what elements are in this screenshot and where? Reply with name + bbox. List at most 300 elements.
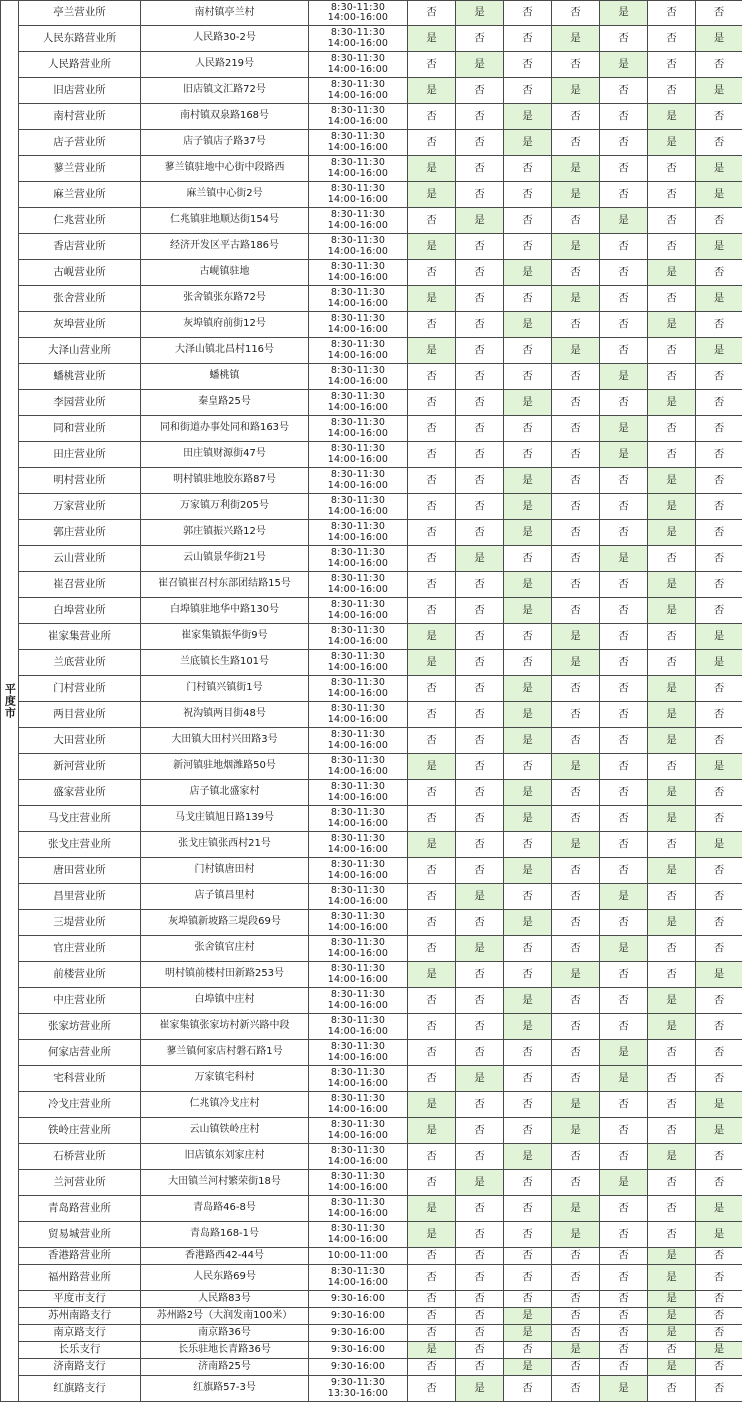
service-day-cell: 否 [600,1342,648,1359]
service-day-cell: 是 [408,1118,456,1144]
branch-address: 张戈庄镇张西村21号 [141,832,309,858]
hours-line: 14:00-16:00 [309,663,407,673]
branch-address: 祝沟镇两目街48号 [141,702,309,728]
service-day-cell: 是 [648,1144,696,1170]
service-day-cell: 否 [600,728,648,754]
service-day-cell: 否 [408,1066,456,1092]
service-day-cell: 否 [408,910,456,936]
table-row [1,806,742,832]
business-hours [309,858,408,884]
service-day-cell: 否 [408,598,456,624]
business-hours [309,416,408,442]
service-day-cell: 否 [504,182,552,208]
service-day-cell: 否 [408,1325,456,1342]
table-row [1,390,742,416]
service-day-cell: 否 [504,416,552,442]
branch-name: 昌里营业所 [19,884,141,910]
service-day-cell: 否 [600,702,648,728]
hours-line: 8:30-11:30 [309,366,407,376]
service-day-cell: 否 [696,702,742,728]
service-day-cell: 是 [552,754,600,780]
business-hours [309,1376,408,1402]
service-day-cell: 否 [696,260,742,286]
service-day-cell: 否 [408,130,456,156]
table-row [1,702,742,728]
service-day-cell: 否 [504,1265,552,1291]
service-day-cell: 是 [696,1196,742,1222]
service-day-cell: 是 [600,364,648,390]
branch-name: 南京路支行 [19,1325,141,1342]
service-day-cell: 否 [600,598,648,624]
service-day-cell: 否 [504,832,552,858]
service-day-cell: 否 [600,1291,648,1308]
service-day-cell: 否 [696,1014,742,1040]
service-day-cell: 否 [552,364,600,390]
branch-name: 唐田营业所 [19,858,141,884]
service-day-cell: 是 [648,1291,696,1308]
service-day-cell: 否 [600,338,648,364]
table-row [1,234,742,260]
service-day-cell: 否 [552,806,600,832]
business-hours [309,676,408,702]
hours-line: 14:00-16:00 [309,507,407,517]
business-hours [309,390,408,416]
service-day-cell: 是 [552,1092,600,1118]
service-day-cell: 是 [696,650,742,676]
service-day-cell: 否 [696,1,742,26]
service-day-cell: 否 [504,364,552,390]
branch-name: 云山营业所 [19,546,141,572]
business-hours [309,1092,408,1118]
service-day-cell: 否 [600,1265,648,1291]
service-day-cell: 否 [456,416,504,442]
service-day-cell: 否 [696,1040,742,1066]
business-hours [309,1,408,26]
table-row [1,208,742,234]
branch-name: 三堤营业所 [19,910,141,936]
table-row [1,78,742,104]
service-day-cell: 否 [600,1359,648,1376]
hours-line: 14:00-16:00 [309,1079,407,1089]
hours-line: 8:30-11:30 [309,418,407,428]
service-day-cell: 否 [648,234,696,260]
service-day-cell: 否 [696,676,742,702]
service-day-cell: 是 [552,286,600,312]
branch-name: 福州路营业所 [19,1265,141,1291]
table-row [1,130,742,156]
service-day-cell: 否 [456,728,504,754]
service-day-cell: 否 [408,52,456,78]
business-hours [309,910,408,936]
service-day-cell: 是 [648,806,696,832]
branch-name: 贸易城营业所 [19,1222,141,1248]
service-day-cell: 否 [408,728,456,754]
service-day-cell: 否 [456,1118,504,1144]
service-day-cell: 否 [552,858,600,884]
service-day-cell: 是 [552,78,600,104]
table-row [1,468,742,494]
business-hours [309,312,408,338]
service-day-cell: 否 [696,1325,742,1342]
service-day-cell: 是 [504,676,552,702]
service-day-cell: 是 [600,936,648,962]
service-day-cell: 是 [408,650,456,676]
branch-address: 云山镇铁岭庄村 [141,1118,309,1144]
service-day-cell: 否 [696,416,742,442]
table-row [1,52,742,78]
service-day-cell: 否 [456,1342,504,1359]
branch-address: 香港路西42-44号 [141,1248,309,1265]
service-day-cell: 否 [552,1040,600,1066]
hours-line: 14:00-16:00 [309,221,407,231]
service-day-cell: 是 [504,104,552,130]
hours-line: 14:00-16:00 [309,1209,407,1219]
table-row [1,1291,742,1308]
service-day-cell: 否 [648,1092,696,1118]
hours-line: 8:30-11:30 [309,28,407,38]
service-day-cell: 否 [408,780,456,806]
hours-line: 8:30-11:30 [309,756,407,766]
branch-name: 苏州南路支行 [19,1308,141,1325]
service-day-cell: 是 [648,910,696,936]
service-day-cell: 是 [600,208,648,234]
table-row [1,936,742,962]
service-day-cell: 否 [600,858,648,884]
service-day-cell: 否 [456,312,504,338]
service-day-cell: 否 [408,1308,456,1325]
branch-address: 万家镇万利街205号 [141,494,309,520]
business-hours [309,104,408,130]
service-day-cell: 否 [648,754,696,780]
service-day-cell: 否 [504,936,552,962]
hours-line: 14:00-16:00 [309,845,407,855]
service-day-cell: 否 [696,208,742,234]
hours-line: 14:00-16:00 [309,169,407,179]
service-day-cell: 是 [504,728,552,754]
service-day-cell: 是 [456,1376,504,1402]
hours-line: 14:00-16:00 [309,91,407,101]
branch-address: 店子镇店子路37号 [141,130,309,156]
hours-line: 14:00-16:00 [309,637,407,647]
service-day-cell: 是 [696,234,742,260]
business-hours [309,182,408,208]
business-hours [309,208,408,234]
service-day-cell: 否 [408,702,456,728]
service-day-cell: 否 [456,156,504,182]
service-day-cell: 否 [408,1,456,26]
service-day-cell: 否 [600,754,648,780]
service-day-cell: 否 [456,260,504,286]
service-day-cell: 是 [408,624,456,650]
service-day-cell: 否 [456,1014,504,1040]
business-hours [309,936,408,962]
service-day-cell: 否 [696,936,742,962]
hours-line: 14:00-16:00 [309,195,407,205]
service-day-cell: 否 [600,234,648,260]
service-day-cell: 是 [408,78,456,104]
table-row [1,1092,742,1118]
service-day-cell: 否 [600,1222,648,1248]
service-day-cell: 否 [552,780,600,806]
hours-line: 8:30-11:30 [309,704,407,714]
service-day-cell: 否 [504,1376,552,1402]
branch-name: 宅科营业所 [19,1066,141,1092]
service-day-cell: 否 [456,1248,504,1265]
service-day-cell: 是 [504,572,552,598]
service-day-cell: 否 [552,520,600,546]
service-day-cell: 否 [552,130,600,156]
business-hours [309,26,408,52]
table-row [1,1342,742,1359]
hours-line: 8:30-11:30 [309,80,407,90]
service-day-cell: 否 [648,78,696,104]
hours-line: 8:30-11:30 [309,444,407,454]
service-day-cell: 否 [456,1265,504,1291]
service-day-cell: 否 [504,1170,552,1196]
service-day-cell: 否 [456,988,504,1014]
service-day-cell: 是 [504,130,552,156]
hours-line: 8:30-11:30 [309,262,407,272]
branch-address: 崔家集镇张家坊村新兴路中段 [141,1014,309,1040]
branch-name: 白埠营业所 [19,598,141,624]
service-day-cell: 否 [408,468,456,494]
service-day-cell: 否 [600,1308,648,1325]
table-row [1,598,742,624]
business-hours [309,962,408,988]
service-day-cell: 是 [696,286,742,312]
service-day-cell: 是 [552,650,600,676]
hours-line: 9:30-16:00 [309,1294,407,1304]
service-day-cell: 否 [600,26,648,52]
service-day-cell: 是 [408,182,456,208]
service-day-cell: 否 [504,52,552,78]
hours-line: 14:00-16:00 [309,715,407,725]
service-day-cell: 否 [552,104,600,130]
service-day-cell: 否 [504,546,552,572]
service-day-cell: 否 [504,208,552,234]
service-day-cell: 否 [456,572,504,598]
business-hours [309,988,408,1014]
hours-line: 14:00-16:00 [309,1105,407,1115]
hours-line: 10:00-11:00 [309,1251,407,1261]
branch-name: 青岛路营业所 [19,1196,141,1222]
service-day-cell: 否 [552,1376,600,1402]
table-row [1,1040,742,1066]
branch-address: 青岛路46-8号 [141,1196,309,1222]
table-row [1,858,742,884]
service-day-cell: 否 [456,780,504,806]
service-day-cell: 否 [600,1092,648,1118]
service-day-cell: 是 [648,1248,696,1265]
service-day-cell: 是 [408,26,456,52]
table-row [1,312,742,338]
service-day-cell: 是 [600,442,648,468]
branch-name: 崔家集营业所 [19,624,141,650]
table-row [1,546,742,572]
branch-address: 南京路36号 [141,1325,309,1342]
branch-name: 李园营业所 [19,390,141,416]
service-day-cell: 是 [552,1196,600,1222]
hours-line: 8:30-11:30 [309,288,407,298]
service-day-cell: 是 [552,338,600,364]
service-day-cell: 否 [648,936,696,962]
service-day-cell: 是 [648,468,696,494]
table-row [1,832,742,858]
service-day-cell: 是 [504,1144,552,1170]
hours-line: 14:00-16:00 [309,611,407,621]
service-day-cell: 否 [408,676,456,702]
service-day-cell: 否 [456,494,504,520]
table-row [1,338,742,364]
service-day-cell: 否 [408,1359,456,1376]
service-day-cell: 是 [504,468,552,494]
service-day-cell: 否 [456,286,504,312]
service-day-cell: 是 [552,234,600,260]
service-day-cell: 是 [648,858,696,884]
service-day-cell: 否 [696,442,742,468]
service-day-cell: 否 [456,676,504,702]
service-day-cell: 是 [648,1014,696,1040]
service-day-cell: 否 [600,78,648,104]
hours-line: 8:30-11:30 [309,106,407,116]
service-day-cell: 否 [648,1,696,26]
business-hours [309,468,408,494]
branch-address: 兰底镇长生路101号 [141,650,309,676]
service-day-cell: 否 [552,1325,600,1342]
table-row [1,364,742,390]
service-day-cell: 是 [600,1066,648,1092]
hours-line: 8:30-11:30 [309,1146,407,1156]
business-hours [309,598,408,624]
service-day-cell: 否 [648,1118,696,1144]
service-day-cell: 是 [648,1359,696,1376]
branch-address: 麻兰镇中心街2号 [141,182,309,208]
service-day-cell: 是 [648,572,696,598]
service-day-cell: 否 [600,650,648,676]
hours-line: 8:30-11:30 [309,886,407,896]
hours-line: 14:00-16:00 [309,325,407,335]
hours-line: 14:00-16:00 [309,65,407,75]
service-day-cell: 否 [552,1359,600,1376]
business-hours [309,1308,408,1325]
service-day-cell: 否 [552,260,600,286]
service-day-cell: 否 [552,676,600,702]
service-day-cell: 否 [600,1014,648,1040]
service-day-cell: 否 [648,1222,696,1248]
service-day-cell: 否 [600,624,648,650]
service-day-cell: 否 [648,624,696,650]
business-hours [309,702,408,728]
city-label: 平度市 [1,1,19,1402]
service-day-cell: 否 [504,156,552,182]
branch-address: 苏州路2号（大润发南100米） [141,1308,309,1325]
business-hours [309,78,408,104]
service-day-cell: 否 [600,1325,648,1342]
service-day-cell: 是 [408,234,456,260]
hours-line: 14:00-16:00 [309,1183,407,1193]
service-day-cell: 是 [696,26,742,52]
branch-address: 郭庄镇振兴路12号 [141,520,309,546]
service-day-cell: 否 [408,806,456,832]
service-day-cell: 否 [552,884,600,910]
service-day-cell: 否 [552,1,600,26]
service-day-cell: 否 [456,130,504,156]
branch-address: 万家镇宅科村 [141,1066,309,1092]
hours-line: 14:00-16:00 [309,741,407,751]
business-hours [309,1196,408,1222]
hours-line: 8:30-11:30 [309,860,407,870]
service-day-cell: 否 [552,1144,600,1170]
service-day-cell: 是 [456,884,504,910]
service-day-cell: 否 [456,1196,504,1222]
service-day-cell: 否 [600,988,648,1014]
service-day-cell: 否 [504,1066,552,1092]
service-day-cell: 否 [552,416,600,442]
branch-address: 白埠镇驻地华中路130号 [141,598,309,624]
business-hours [309,1342,408,1359]
hours-line: 8:30-11:30 [309,574,407,584]
business-hours [309,156,408,182]
service-day-cell: 否 [600,1196,648,1222]
hours-line: 8:30-11:30 [309,938,407,948]
service-day-cell: 否 [456,624,504,650]
service-day-cell: 否 [696,598,742,624]
hours-line: 8:30-11:30 [309,730,407,740]
service-day-cell: 否 [408,572,456,598]
business-hours [309,1265,408,1291]
service-day-cell: 否 [456,1092,504,1118]
branch-name: 蓼兰营业所 [19,156,141,182]
service-day-cell: 是 [648,1265,696,1291]
service-day-cell: 否 [648,156,696,182]
service-day-cell: 否 [504,442,552,468]
service-day-cell: 否 [408,884,456,910]
service-day-cell: 否 [552,1066,600,1092]
service-day-cell: 否 [504,1196,552,1222]
branch-name: 两目营业所 [19,702,141,728]
service-day-cell: 否 [696,1066,742,1092]
branch-name: 铁岭庄营业所 [19,1118,141,1144]
hours-line: 14:00-16:00 [309,793,407,803]
branch-address: 白埠镇中庄村 [141,988,309,1014]
service-day-cell: 是 [648,312,696,338]
hours-line: 8:30-11:30 [309,626,407,636]
service-day-cell: 是 [552,832,600,858]
service-day-cell: 否 [648,338,696,364]
business-hours [309,1170,408,1196]
branch-address: 同和街道办事处同和路163号 [141,416,309,442]
branch-name: 前楼营业所 [19,962,141,988]
service-day-cell: 否 [408,104,456,130]
branch-name: 兰河营业所 [19,1170,141,1196]
service-day-cell: 是 [648,1308,696,1325]
service-day-cell: 否 [600,130,648,156]
service-day-cell: 否 [552,1014,600,1040]
business-hours [309,624,408,650]
service-day-cell: 否 [648,1376,696,1402]
service-day-cell: 是 [600,1376,648,1402]
service-day-cell: 否 [408,1376,456,1402]
branch-name: 官庄营业所 [19,936,141,962]
service-day-cell: 否 [456,1040,504,1066]
business-hours [309,494,408,520]
service-day-cell: 是 [648,702,696,728]
service-day-cell: 否 [456,858,504,884]
service-day-cell: 是 [648,260,696,286]
service-day-cell: 是 [504,260,552,286]
service-day-cell: 是 [504,858,552,884]
table-row [1,1,742,26]
